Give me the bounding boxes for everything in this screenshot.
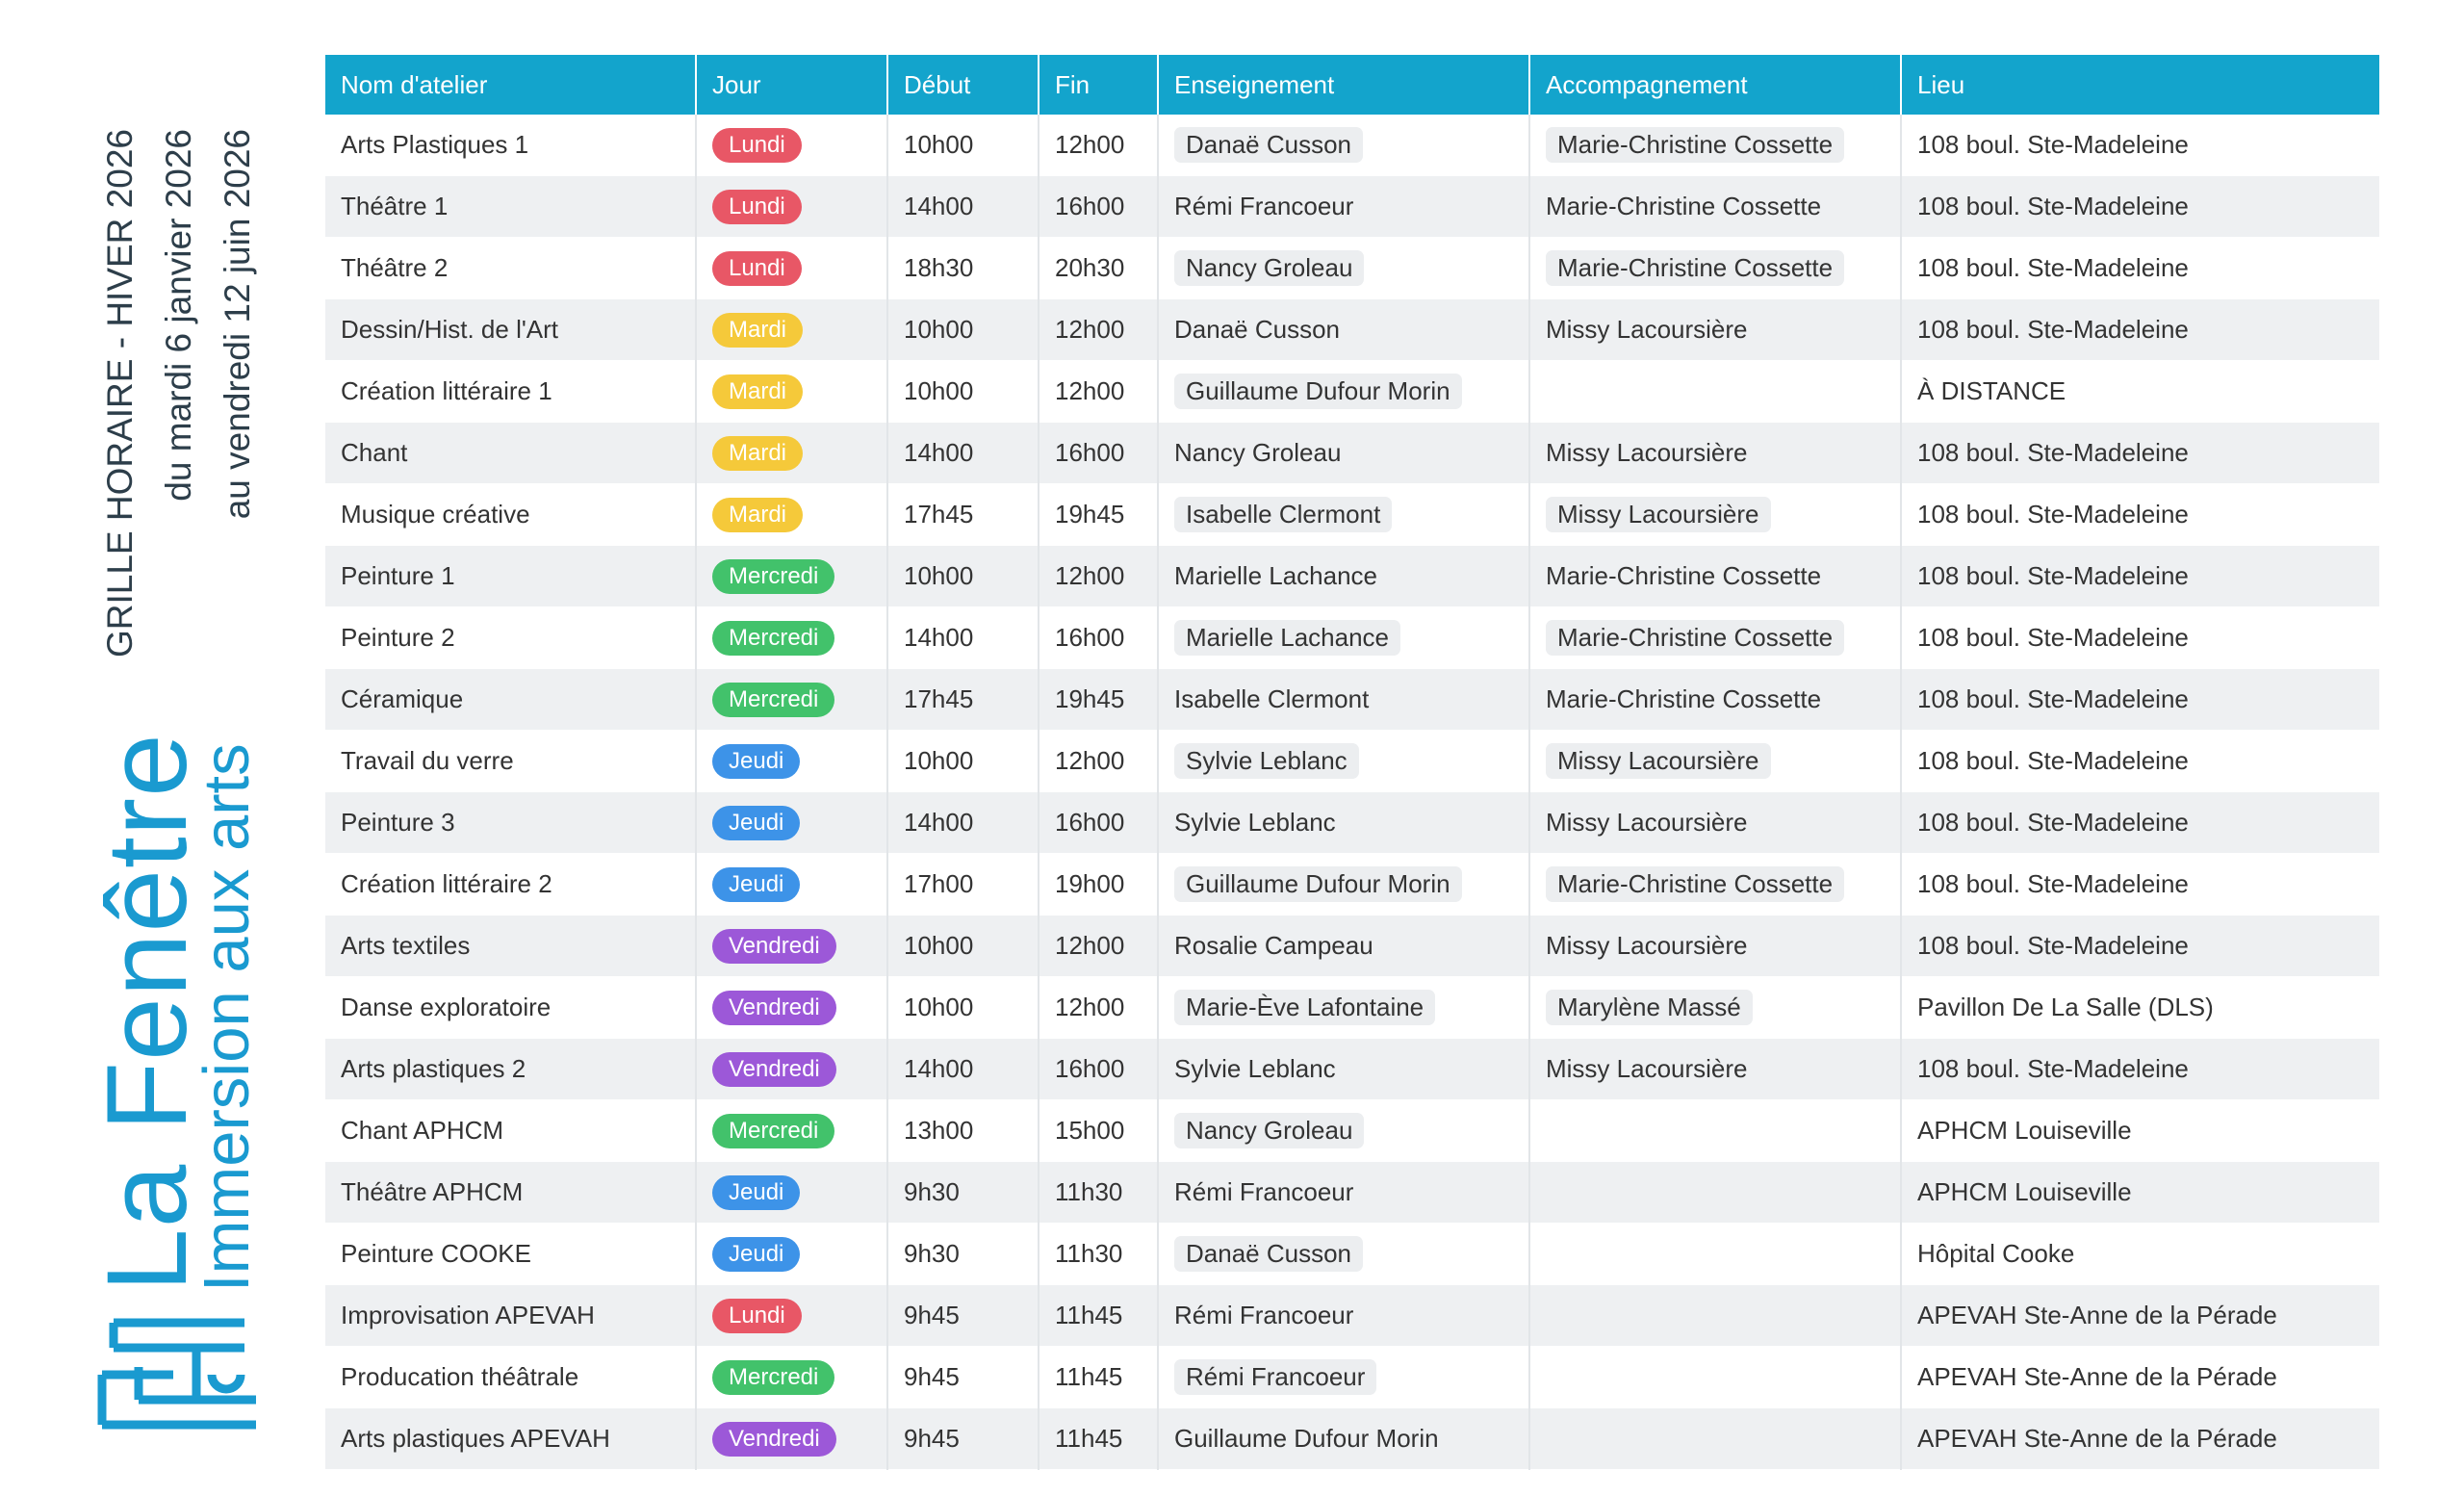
companion-name: Missy Lacoursière: [1546, 1054, 1748, 1083]
column-header-jour: Jour: [696, 55, 887, 115]
cell-fin: 16h00: [1039, 792, 1158, 854]
cell-lieu: 108 boul. Ste-Madeleine: [1901, 731, 2379, 792]
table-row: [325, 176, 2379, 238]
day-badge: Mardi: [712, 498, 803, 532]
column-header-accompagnement: Accompagnement: [1529, 55, 1901, 115]
cell-jour: [696, 854, 887, 916]
table-row: [325, 1100, 2379, 1162]
companion-name: Marie-Christine Cossette: [1546, 127, 1844, 163]
cell-enseignement: [1158, 916, 1529, 977]
column-header-atelier: Nom d'atelier: [325, 55, 696, 115]
brand-name: La Fenêtre: [84, 733, 211, 1292]
day-badge: Jeudi: [712, 1175, 800, 1210]
day-badge: Jeudi: [712, 867, 800, 902]
cell-jour: [696, 546, 887, 607]
teacher-name: Guillaume Dufour Morin: [1174, 1424, 1439, 1453]
teacher-name: Rémi Francoeur: [1174, 1301, 1354, 1329]
cell-jour: [696, 423, 887, 484]
cell-lieu: 108 boul. Ste-Madeleine: [1901, 176, 2379, 238]
column-header-enseignement: Enseignement: [1158, 55, 1529, 115]
day-badge: Lundi: [712, 128, 802, 163]
cell-accompagnement: [1529, 1039, 1901, 1100]
cell-fin: 19h45: [1039, 484, 1158, 546]
cell-lieu: APEVAH Ste-Anne de la Pérade: [1901, 1285, 2379, 1347]
table-row: [325, 299, 2379, 361]
cell-debut: 17h00: [887, 854, 1039, 916]
cell-debut: 14h00: [887, 792, 1039, 854]
cell-debut: 14h00: [887, 176, 1039, 238]
cell-fin: 12h00: [1039, 731, 1158, 792]
cell-jour: [696, 1100, 887, 1162]
cell-jour: [696, 1039, 887, 1100]
cell-fin: 19h45: [1039, 669, 1158, 731]
cell-atelier: Danse exploratoire: [325, 977, 696, 1039]
day-badge: Vendredi: [712, 929, 836, 964]
cell-atelier: Arts textiles: [325, 916, 696, 977]
cell-enseignement: [1158, 546, 1529, 607]
cell-enseignement: [1158, 854, 1529, 916]
cell-accompagnement: [1529, 1162, 1901, 1224]
companion-name: Marie-Christine Cossette: [1546, 620, 1844, 656]
cell-jour: [696, 299, 887, 361]
cell-lieu: Hôpital Cooke: [1901, 1224, 2379, 1285]
cell-fin: 16h00: [1039, 607, 1158, 669]
cell-debut: 14h00: [887, 1039, 1039, 1100]
schedule-title-block: [96, 129, 262, 685]
cell-jour: [696, 977, 887, 1039]
date-end: au vendredi 12 juin 2026: [218, 129, 257, 520]
cell-jour: [696, 484, 887, 546]
la-fenetre-logo-icon: [96, 1302, 262, 1436]
cell-atelier: Création littéraire 2: [325, 854, 696, 916]
cell-atelier: Travail du verre: [325, 731, 696, 792]
cell-jour: [696, 916, 887, 977]
cell-debut: 9h45: [887, 1408, 1039, 1470]
cell-accompagnement: [1529, 423, 1901, 484]
teacher-name: Danaë Cusson: [1174, 127, 1363, 163]
teacher-name: Sylvie Leblanc: [1174, 808, 1336, 837]
cell-debut: 9h30: [887, 1162, 1039, 1224]
date-start: du mardi 6 janvier 2026: [159, 129, 198, 502]
cell-atelier: Arts plastiques APEVAH: [325, 1408, 696, 1470]
cell-enseignement: [1158, 423, 1529, 484]
cell-atelier: Arts plastiques 2: [325, 1039, 696, 1100]
cell-jour: [696, 1162, 887, 1224]
day-badge: Mardi: [712, 313, 803, 348]
cell-atelier: Chant: [325, 423, 696, 484]
cell-atelier: Producation théâtrale: [325, 1347, 696, 1408]
cell-lieu: 108 boul. Ste-Madeleine: [1901, 854, 2379, 916]
cell-atelier: Peinture 2: [325, 607, 696, 669]
table-row: [325, 484, 2379, 546]
companion-name: Missy Lacoursière: [1546, 497, 1771, 532]
teacher-name: Nancy Groleau: [1174, 250, 1364, 286]
cell-lieu: 108 boul. Ste-Madeleine: [1901, 484, 2379, 546]
cell-jour: [696, 1285, 887, 1347]
cell-jour: [696, 1224, 887, 1285]
day-badge: Lundi: [712, 251, 802, 286]
day-badge: Vendredi: [712, 1422, 836, 1457]
table-row: [325, 546, 2379, 607]
cell-accompagnement: [1529, 854, 1901, 916]
day-badge: Mardi: [712, 436, 803, 471]
cell-fin: 12h00: [1039, 361, 1158, 423]
cell-fin: 20h30: [1039, 238, 1158, 299]
day-badge: Vendredi: [712, 991, 836, 1025]
teacher-name: Nancy Groleau: [1174, 438, 1342, 467]
cell-fin: 12h00: [1039, 115, 1158, 176]
table-header-row: [325, 55, 2379, 115]
schedule-title: GRILLE HORAIRE - HIVER 2026: [100, 129, 140, 658]
teacher-name: Guillaume Dufour Morin: [1174, 374, 1462, 409]
schedule-table: [325, 55, 2379, 1470]
cell-debut: 10h00: [887, 299, 1039, 361]
cell-accompagnement: [1529, 361, 1901, 423]
day-badge: Lundi: [712, 190, 802, 224]
cell-lieu: 108 boul. Ste-Madeleine: [1901, 669, 2379, 731]
table-row: [325, 854, 2379, 916]
cell-accompagnement: [1529, 1224, 1901, 1285]
cell-atelier: Peinture 1: [325, 546, 696, 607]
table-row: [325, 423, 2379, 484]
table-row: [325, 916, 2379, 977]
day-badge: Jeudi: [712, 1237, 800, 1272]
teacher-name: Nancy Groleau: [1174, 1113, 1364, 1148]
cell-fin: 16h00: [1039, 1039, 1158, 1100]
cell-debut: 18h30: [887, 238, 1039, 299]
teacher-name: Marie-Ève Lafontaine: [1174, 990, 1435, 1025]
cell-accompagnement: [1529, 299, 1901, 361]
cell-fin: 12h00: [1039, 977, 1158, 1039]
cell-enseignement: [1158, 1039, 1529, 1100]
teacher-name: Rosalie Campeau: [1174, 931, 1373, 960]
cell-fin: 11h30: [1039, 1224, 1158, 1285]
cell-accompagnement: [1529, 977, 1901, 1039]
table-row: [325, 1285, 2379, 1347]
cell-enseignement: [1158, 1285, 1529, 1347]
cell-lieu: 108 boul. Ste-Madeleine: [1901, 792, 2379, 854]
cell-debut: 10h00: [887, 916, 1039, 977]
cell-fin: 11h45: [1039, 1285, 1158, 1347]
cell-enseignement: [1158, 1100, 1529, 1162]
companion-name: Marie-Christine Cossette: [1546, 684, 1822, 713]
cell-lieu: 108 boul. Ste-Madeleine: [1901, 546, 2379, 607]
cell-jour: [696, 238, 887, 299]
cell-debut: 9h45: [887, 1347, 1039, 1408]
teacher-name: Rémi Francoeur: [1174, 1177, 1354, 1206]
brand-tagline: Immersion aux arts: [191, 743, 263, 1292]
table-row: [325, 1408, 2379, 1470]
companion-name: Marie-Christine Cossette: [1546, 250, 1844, 286]
companion-name: Marie-Christine Cossette: [1546, 866, 1844, 902]
cell-accompagnement: [1529, 607, 1901, 669]
teacher-name: Isabelle Clermont: [1174, 497, 1392, 532]
cell-accompagnement: [1529, 792, 1901, 854]
cell-jour: [696, 361, 887, 423]
teacher-name: Rémi Francoeur: [1174, 192, 1354, 220]
table-row: [325, 115, 2379, 176]
cell-lieu: 108 boul. Ste-Madeleine: [1901, 1039, 2379, 1100]
column-header-fin: Fin: [1039, 55, 1158, 115]
cell-jour: [696, 176, 887, 238]
cell-lieu: APEVAH Ste-Anne de la Pérade: [1901, 1347, 2379, 1408]
table-row: [325, 238, 2379, 299]
cell-accompagnement: [1529, 546, 1901, 607]
cell-enseignement: [1158, 238, 1529, 299]
teacher-name: Guillaume Dufour Morin: [1174, 866, 1462, 902]
companion-name: Missy Lacoursière: [1546, 808, 1748, 837]
cell-fin: 12h00: [1039, 546, 1158, 607]
cell-lieu: 108 boul. Ste-Madeleine: [1901, 238, 2379, 299]
cell-atelier: Chant APHCM: [325, 1100, 696, 1162]
cell-enseignement: [1158, 1162, 1529, 1224]
companion-name: Missy Lacoursière: [1546, 315, 1748, 344]
column-header-debut: Début: [887, 55, 1039, 115]
cell-debut: 14h00: [887, 423, 1039, 484]
table-row: [325, 1039, 2379, 1100]
cell-enseignement: [1158, 977, 1529, 1039]
cell-atelier: Peinture COOKE: [325, 1224, 696, 1285]
table-row: [325, 669, 2379, 731]
cell-atelier: Dessin/Hist. de l'Art: [325, 299, 696, 361]
table-row: [325, 792, 2379, 854]
table-body: [325, 115, 2379, 1470]
cell-debut: 9h30: [887, 1224, 1039, 1285]
cell-atelier: Improvisation APEVAH: [325, 1285, 696, 1347]
day-badge: Mardi: [712, 374, 803, 409]
cell-debut: 17h45: [887, 669, 1039, 731]
cell-lieu: Pavillon De La Salle (DLS): [1901, 977, 2379, 1039]
companion-name: Missy Lacoursière: [1546, 931, 1748, 960]
cell-accompagnement: [1529, 1408, 1901, 1470]
cell-debut: 10h00: [887, 361, 1039, 423]
cell-accompagnement: [1529, 916, 1901, 977]
cell-fin: 19h00: [1039, 854, 1158, 916]
cell-jour: [696, 115, 887, 176]
cell-fin: 11h45: [1039, 1347, 1158, 1408]
cell-atelier: Création littéraire 1: [325, 361, 696, 423]
cell-jour: [696, 669, 887, 731]
cell-enseignement: [1158, 115, 1529, 176]
cell-fin: 12h00: [1039, 299, 1158, 361]
cell-accompagnement: [1529, 1100, 1901, 1162]
day-badge: Mercredi: [712, 1114, 834, 1148]
teacher-name: Danaë Cusson: [1174, 315, 1340, 344]
cell-lieu: 108 boul. Ste-Madeleine: [1901, 607, 2379, 669]
cell-lieu: 108 boul. Ste-Madeleine: [1901, 916, 2379, 977]
teacher-name: Sylvie Leblanc: [1174, 743, 1359, 779]
companion-name: Marie-Christine Cossette: [1546, 561, 1822, 590]
cell-jour: [696, 1347, 887, 1408]
brand-block: [84, 733, 263, 1436]
cell-jour: [696, 731, 887, 792]
cell-debut: 14h00: [887, 607, 1039, 669]
cell-debut: 10h00: [887, 977, 1039, 1039]
day-badge: Lundi: [712, 1299, 802, 1333]
cell-fin: 11h30: [1039, 1162, 1158, 1224]
cell-debut: 10h00: [887, 731, 1039, 792]
day-badge: Vendredi: [712, 1052, 836, 1087]
day-badge: Jeudi: [712, 806, 800, 840]
cell-enseignement: [1158, 669, 1529, 731]
cell-atelier: Musique créative: [325, 484, 696, 546]
cell-fin: 16h00: [1039, 423, 1158, 484]
table-row: [325, 977, 2379, 1039]
cell-atelier: Peinture 3: [325, 792, 696, 854]
cell-debut: 17h45: [887, 484, 1039, 546]
table-row: [325, 1347, 2379, 1408]
companion-name: Missy Lacoursière: [1546, 743, 1771, 779]
cell-lieu: 108 boul. Ste-Madeleine: [1901, 115, 2379, 176]
cell-accompagnement: [1529, 669, 1901, 731]
table-row: [325, 1224, 2379, 1285]
companion-name: Marie-Christine Cossette: [1546, 192, 1822, 220]
cell-fin: 11h45: [1039, 1408, 1158, 1470]
cell-atelier: Théâtre 2: [325, 238, 696, 299]
cell-enseignement: [1158, 299, 1529, 361]
table-row: [325, 607, 2379, 669]
teacher-name: Marielle Lachance: [1174, 620, 1400, 656]
teacher-name: Danaë Cusson: [1174, 1236, 1363, 1272]
table-row: [325, 361, 2379, 423]
day-badge: Mercredi: [712, 683, 834, 717]
cell-debut: 10h00: [887, 115, 1039, 176]
cell-debut: 10h00: [887, 546, 1039, 607]
teacher-name: Isabelle Clermont: [1174, 684, 1370, 713]
cell-enseignement: [1158, 1224, 1529, 1285]
cell-enseignement: [1158, 176, 1529, 238]
teacher-name: Rémi Francoeur: [1174, 1359, 1376, 1395]
day-badge: Mercredi: [712, 559, 834, 594]
cell-accompagnement: [1529, 176, 1901, 238]
cell-accompagnement: [1529, 1347, 1901, 1408]
cell-enseignement: [1158, 1408, 1529, 1470]
teacher-name: Sylvie Leblanc: [1174, 1054, 1336, 1083]
cell-enseignement: [1158, 1347, 1529, 1408]
cell-enseignement: [1158, 792, 1529, 854]
cell-enseignement: [1158, 731, 1529, 792]
day-badge: Mercredi: [712, 621, 834, 656]
cell-accompagnement: [1529, 115, 1901, 176]
companion-name: Missy Lacoursière: [1546, 438, 1748, 467]
cell-fin: 16h00: [1039, 176, 1158, 238]
table-row: [325, 1162, 2379, 1224]
cell-atelier: Arts Plastiques 1: [325, 115, 696, 176]
cell-accompagnement: [1529, 1285, 1901, 1347]
cell-fin: 12h00: [1039, 916, 1158, 977]
cell-debut: 9h45: [887, 1285, 1039, 1347]
cell-jour: [696, 1408, 887, 1470]
cell-atelier: Théâtre 1: [325, 176, 696, 238]
day-badge: Jeudi: [712, 744, 800, 779]
day-badge: Mercredi: [712, 1360, 834, 1395]
cell-lieu: 108 boul. Ste-Madeleine: [1901, 423, 2379, 484]
cell-debut: 13h00: [887, 1100, 1039, 1162]
cell-atelier: Théâtre APHCM: [325, 1162, 696, 1224]
companion-name: Marylène Massé: [1546, 990, 1753, 1025]
teacher-name: Marielle Lachance: [1174, 561, 1378, 590]
cell-enseignement: [1158, 484, 1529, 546]
cell-atelier: Céramique: [325, 669, 696, 731]
cell-lieu: APEVAH Ste-Anne de la Pérade: [1901, 1408, 2379, 1470]
cell-accompagnement: [1529, 238, 1901, 299]
cell-lieu: APHCM Louiseville: [1901, 1100, 2379, 1162]
cell-lieu: 108 boul. Ste-Madeleine: [1901, 299, 2379, 361]
cell-fin: 15h00: [1039, 1100, 1158, 1162]
cell-jour: [696, 792, 887, 854]
cell-enseignement: [1158, 361, 1529, 423]
cell-enseignement: [1158, 607, 1529, 669]
cell-lieu: APHCM Louiseville: [1901, 1162, 2379, 1224]
table-row: [325, 731, 2379, 792]
cell-lieu: À DISTANCE: [1901, 361, 2379, 423]
cell-accompagnement: [1529, 484, 1901, 546]
cell-jour: [696, 607, 887, 669]
column-header-lieu: Lieu: [1901, 55, 2379, 115]
cell-accompagnement: [1529, 731, 1901, 792]
